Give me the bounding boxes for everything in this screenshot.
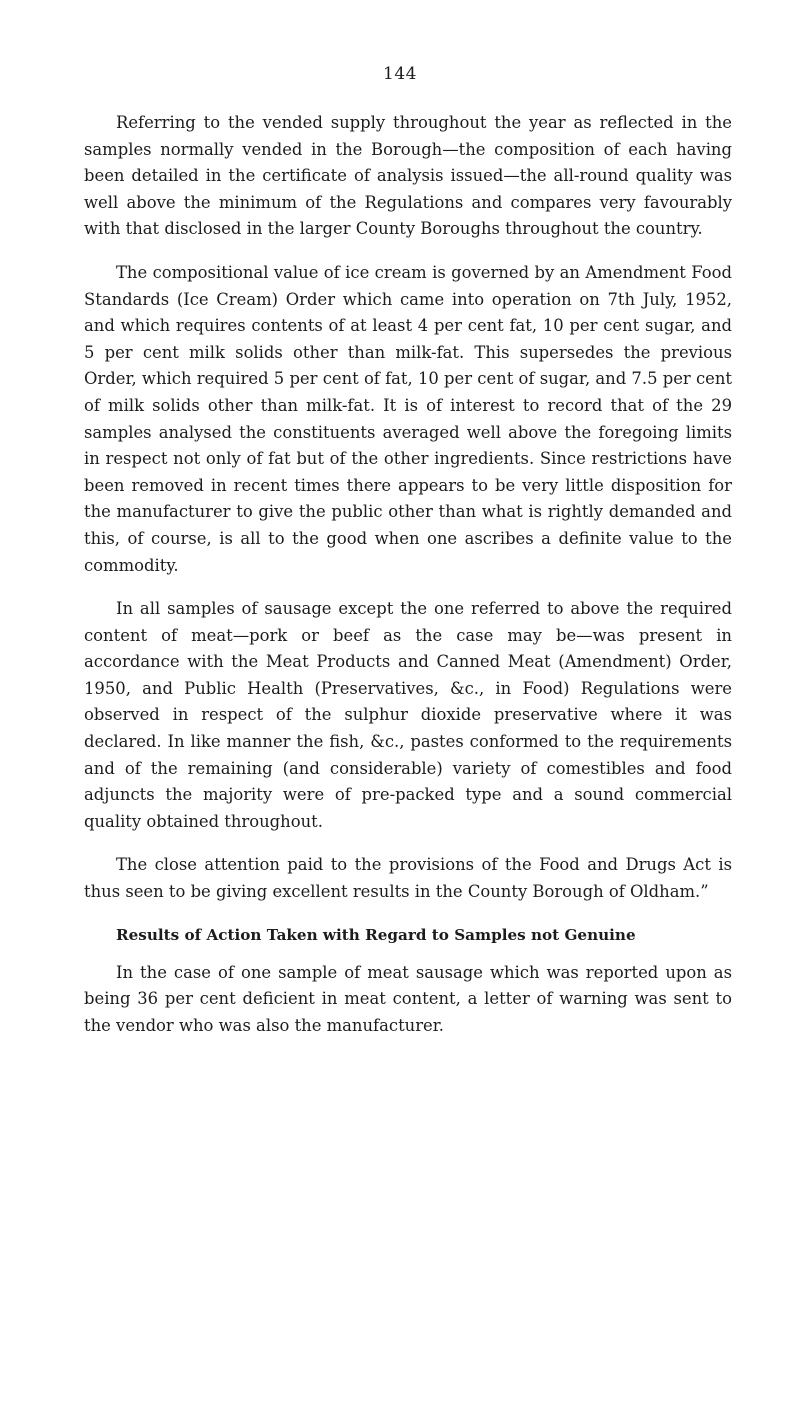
paragraph-meat-sausage-warning: In the case of one sample of meat sausage which was reported upon as being 36 per cent deficient in meat content, a letter of warning was sent to the vendor who was also the manufacturer. bbox=[84, 962, 732, 1035]
body-text bbox=[84, 110, 732, 1056]
paragraph-sausage: In all samples of sausage except the one referred to above the required content of meat—pork or beef as the case may be—was present in accordance with the Meat Products and Canned Meat (Amendment) Order, 1950, and Public Health (Preservatives, &c., in Food) Regulations were observed in respect of the sulphur dioxide preservative where it was declared. In like manner the fish, &c., pastes conformed to the requirements and of the remaining (and considerable) variety of comestibles and food adjuncts the majority were of pre-packed type and a sound commercial quality obtained throughout. bbox=[84, 599, 732, 831]
section-heading: Results of Action Taken with Regard to Samples not Genuine bbox=[116, 925, 636, 944]
paragraph-vended-supply: Referring to the vended supply throughout the year as reflected in the samples normally vended in the Borough—the composition of each having been detailed in the certificate of analysis issued—the all-round quality was well above the minimum of the Regulations and compares very favourably with that disclosed in the larger County Boroughs throughout the country. bbox=[84, 113, 732, 239]
page-number: 144 bbox=[383, 64, 417, 84]
paragraph-ice-cream: The compositional value of ice cream is governed by an Amendment Food Standards (Ice Cream) Order which came into operation on 7th July, 1952, and which requires contents of at least 4 per cent fat, 10 per cent sugar, and 5 per cent milk solids other than milk-fat. This supersedes the previous Order, which required 5 per cent of fat, 10 per cent of sugar, and 7.5 per cent of milk solids other than milk-fat. It is of interest to record that of the 29 samples analysed the constituents averaged well above the foregoing limits in respect not only of fat but of the other ingredients. Since restrictions have been removed in recent times there appears to be very little disposition for the manufacturer to give the public other than what is rightly demanded and this, of course, is all to the good when one ascribes a definite value to the commodity. bbox=[84, 262, 732, 575]
paragraph-food-and-drugs-act: The close attention paid to the provisions of the Food and Drugs Act is thus seen to be giving excellent results in the County Borough of Oldham.” bbox=[84, 855, 732, 902]
